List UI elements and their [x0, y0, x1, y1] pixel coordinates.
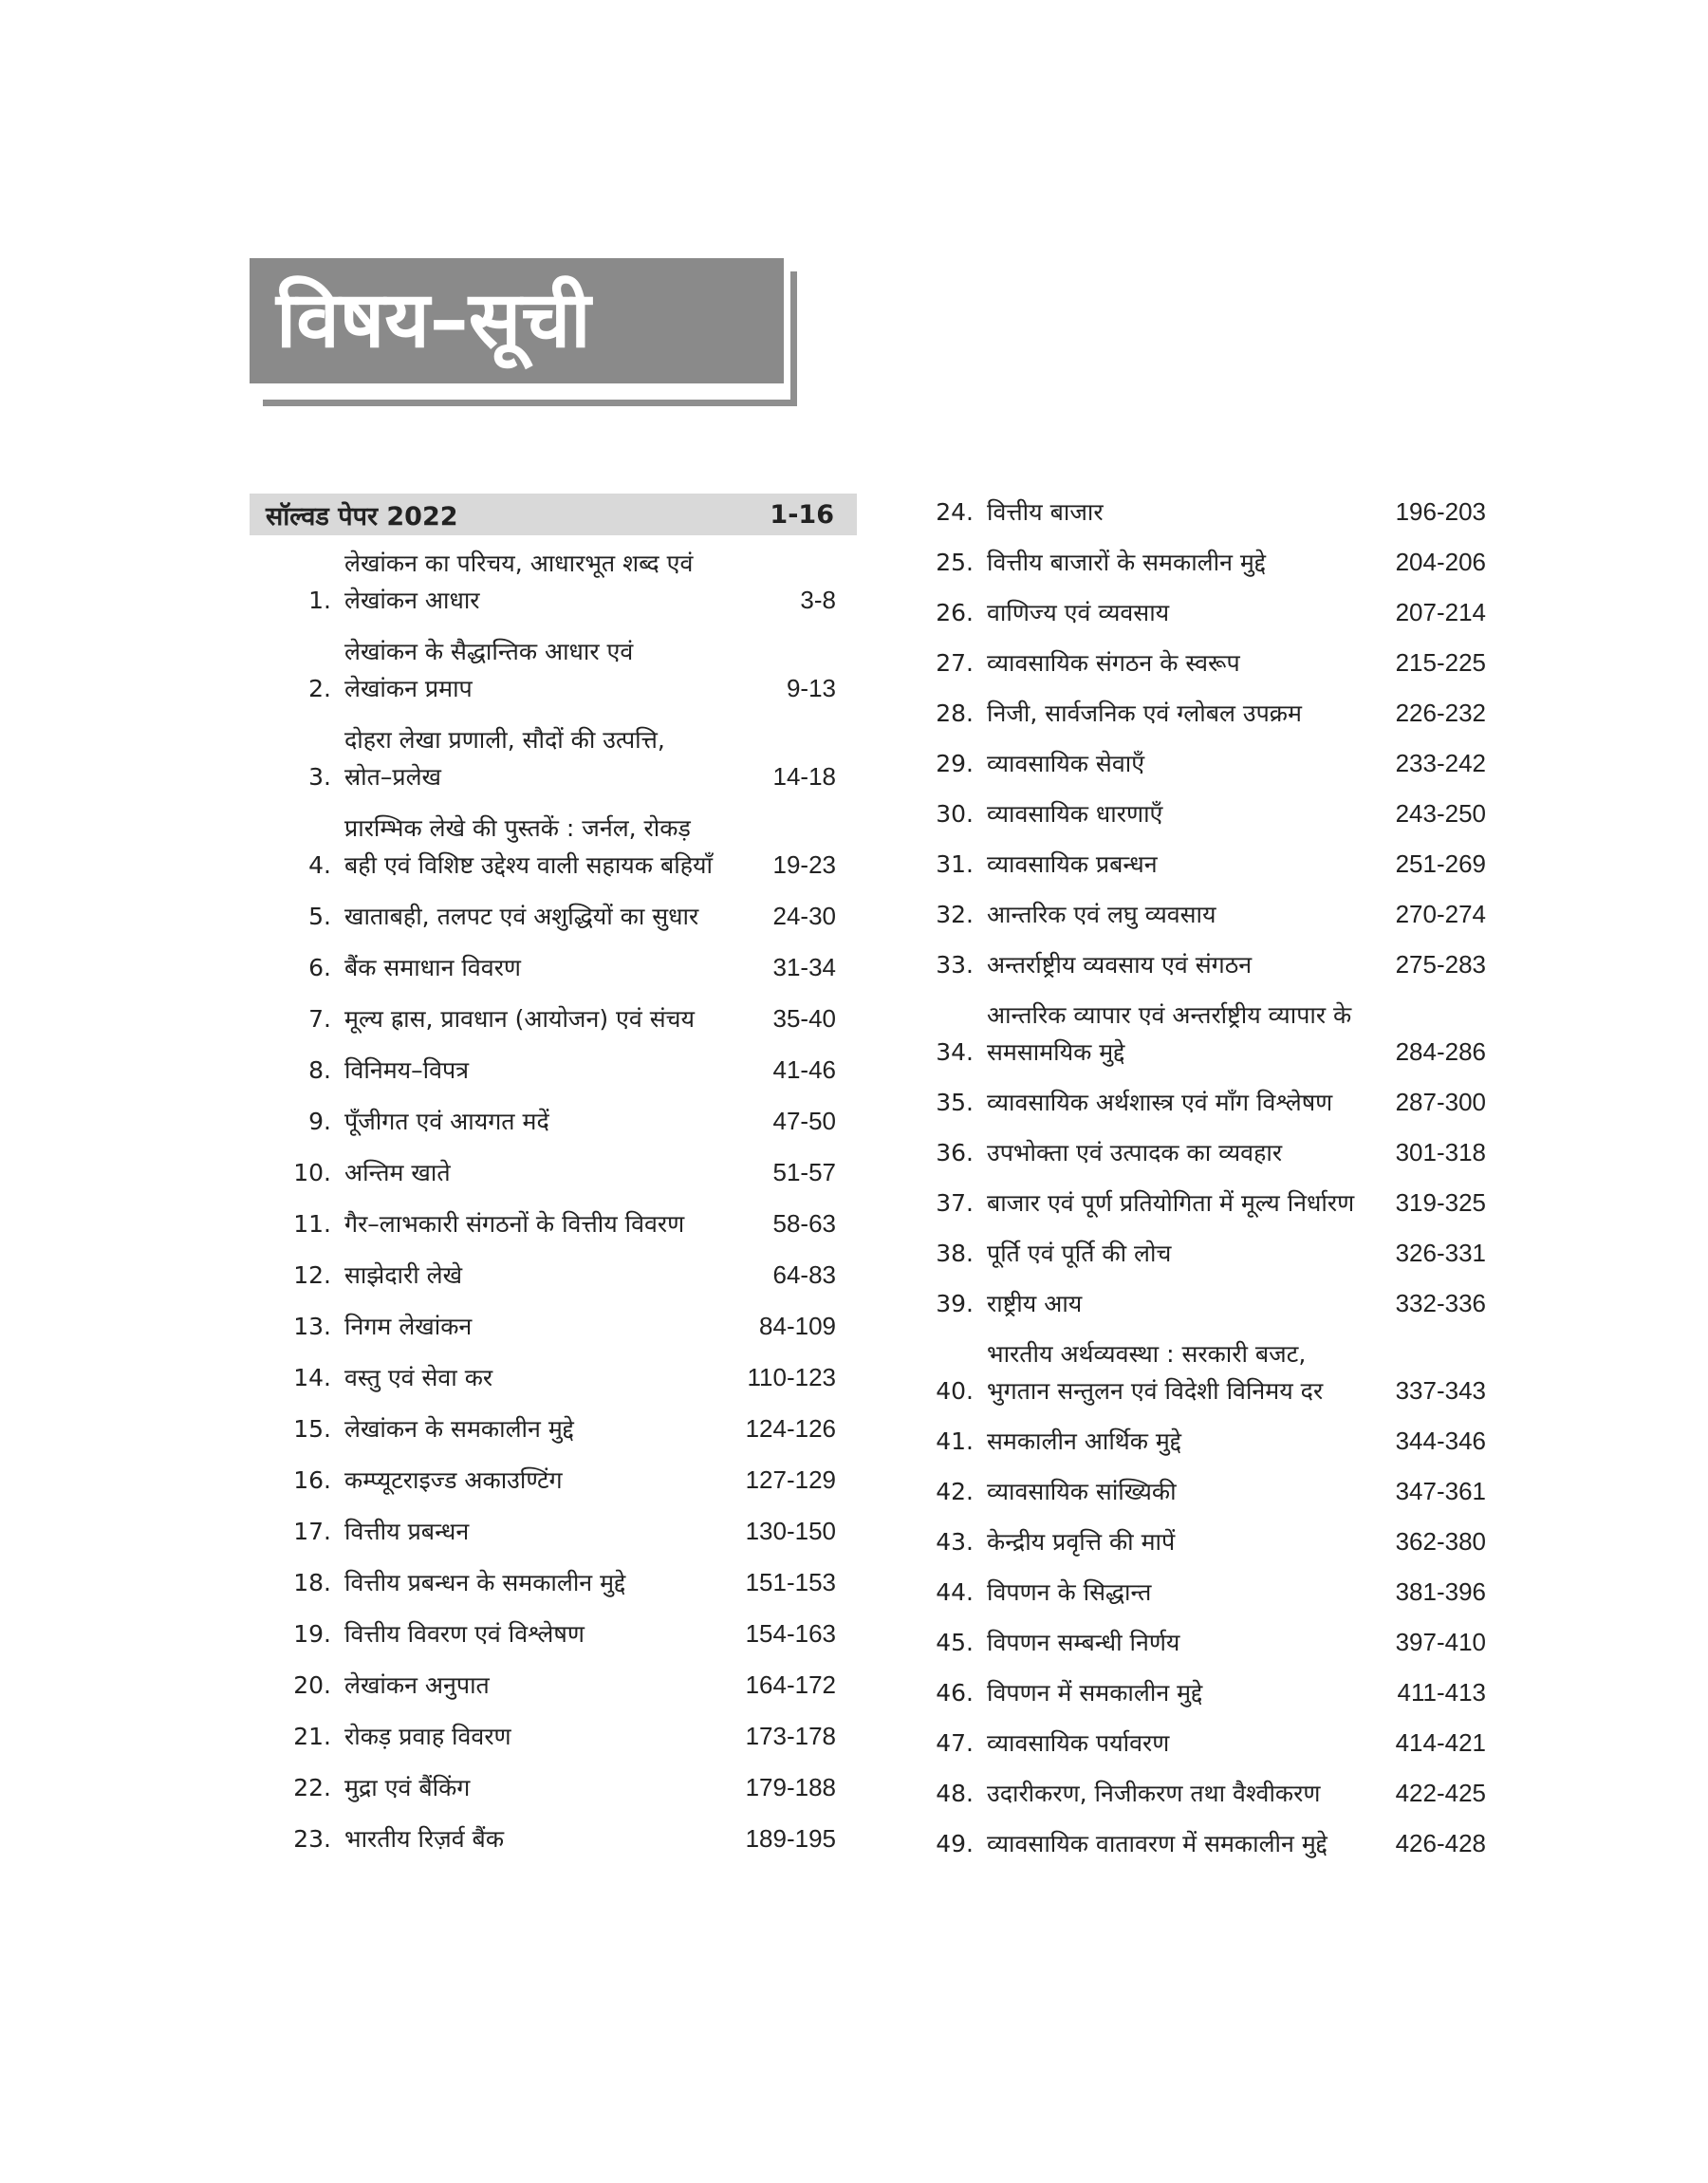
toc-entry-number: 27.	[936, 649, 974, 677]
toc-entry-number: 45.	[936, 1629, 974, 1656]
toc-entry-title: दोहरा लेखा प्रणाली, सौदों की उत्पत्ति, स्रोत–प्रलेख	[344, 726, 665, 791]
toc-entry-number: 47.	[936, 1729, 974, 1757]
toc-entry-pages: 319-325	[1395, 1188, 1486, 1217]
toc-entry-number: 44.	[936, 1578, 974, 1606]
toc-entry[interactable]	[250, 1308, 857, 1345]
toc-entry-title: पूँजीगत एवं आयगत मदें	[344, 1108, 549, 1135]
toc-entry-pages: 215-225	[1395, 648, 1486, 677]
toc-entry-pages: 207-214	[1395, 598, 1486, 626]
toc-entry-pages: 47-50	[772, 1107, 836, 1135]
toc-right-column	[911, 494, 1486, 1875]
toc-entry-title: राष्ट्रीय आय	[987, 1290, 1083, 1317]
toc-entry[interactable]	[250, 1718, 857, 1755]
toc-entry[interactable]	[911, 544, 1486, 581]
toc-entry[interactable]	[911, 1423, 1486, 1460]
toc-entry-pages: 173-178	[745, 1722, 836, 1750]
toc-entry-number: 42.	[936, 1478, 974, 1505]
toc-entry-number: 4.	[308, 851, 331, 879]
toc-entry[interactable]	[250, 1462, 857, 1499]
solved-paper-label: सॉल्वड पेपर 2022	[266, 501, 458, 532]
toc-entry-number: 40.	[936, 1377, 974, 1405]
toc-entry[interactable]	[911, 1285, 1486, 1322]
toc-entry-title: पूर्ति एवं पूर्ति की लोच	[987, 1240, 1172, 1267]
toc-entry-title: बैंक समाधान विवरण	[344, 954, 521, 981]
toc-entry-title: निजी, सार्वजनिक एवं ग्लोबल उपक्रम	[987, 700, 1302, 727]
toc-entry-number: 26.	[936, 599, 974, 626]
toc-entry[interactable]	[911, 1725, 1486, 1762]
toc-entry[interactable]	[250, 1103, 857, 1140]
toc-entry-title: गैर–लाभकारी संगठनों के वित्तीय विवरण	[344, 1210, 685, 1238]
toc-entry-pages: 326-331	[1395, 1239, 1486, 1267]
toc-entry-title: अन्तिम खाते	[344, 1159, 451, 1186]
toc-entry[interactable]	[911, 745, 1486, 782]
toc-entry-pages: 164-172	[745, 1670, 836, 1699]
toc-entry-pages: 179-188	[745, 1773, 836, 1801]
toc-entry-number: 38.	[936, 1240, 974, 1267]
solved-paper-pages: 1-16	[770, 499, 834, 530]
toc-entry[interactable]	[250, 1257, 857, 1294]
toc-entry-title: भारतीय अर्थव्यवस्था : सरकारी बजट, भुगतान सन्तुलन एवं विदेशी विनिमय दर	[987, 1340, 1324, 1405]
toc-entry-pages: 426-428	[1395, 1829, 1486, 1857]
toc-entry-number: 34.	[936, 1038, 974, 1066]
toc-entry-number: 41.	[936, 1427, 974, 1455]
toc-entry[interactable]	[911, 795, 1486, 832]
toc-entry-number: 28.	[936, 700, 974, 727]
toc-entry[interactable]	[250, 1052, 857, 1089]
toc-entry[interactable]	[250, 1359, 857, 1396]
toc-entry-number: 23.	[293, 1825, 331, 1853]
toc-entry-title: लेखांकन के सैद्धान्तिक आधार एवं लेखांकन प्रमाप	[344, 638, 634, 702]
toc-entry-pages: 31-34	[772, 953, 836, 981]
toc-entry-title: विपणन में समकालीन मुद्दे	[987, 1679, 1203, 1707]
toc-entry[interactable]	[911, 1624, 1486, 1661]
toc-entry-title: आन्तरिक एवं लघु व्यवसाय	[987, 901, 1216, 928]
toc-entry[interactable]	[911, 644, 1486, 681]
toc-entry[interactable]	[911, 1574, 1486, 1611]
toc-entry[interactable]	[250, 1000, 857, 1037]
toc-entry-pages: 347-361	[1395, 1477, 1486, 1505]
toc-entry-title: विनिमय–विपत्र	[344, 1056, 470, 1084]
toc-entry-title: वित्तीय विवरण एवं विश्लेषण	[344, 1620, 585, 1648]
toc-entry-pages: 41-46	[772, 1055, 836, 1084]
toc-entry-pages: 381-396	[1395, 1577, 1486, 1606]
toc-entry-pages: 344-346	[1395, 1427, 1486, 1455]
toc-entry[interactable]	[911, 946, 1486, 983]
toc-entry-pages: 287-300	[1395, 1088, 1486, 1116]
toc-entry-number: 11.	[293, 1210, 331, 1238]
toc-entry-pages: 275-283	[1395, 950, 1486, 979]
toc-entry-title: मुद्रा एवं बैंकिंग	[344, 1774, 471, 1801]
toc-entry-number: 35.	[936, 1089, 974, 1116]
toc-entry-title: लेखांकन अनुपात	[344, 1671, 490, 1699]
toc-entry-pages: 422-425	[1395, 1779, 1486, 1807]
toc-entry-pages: 130-150	[745, 1517, 836, 1545]
toc-entry-title: व्यावसायिक वातावरण में समकालीन मुद्दे	[987, 1830, 1327, 1857]
toc-entry-number: 10.	[293, 1159, 331, 1186]
toc-entry-pages: 154-163	[745, 1619, 836, 1648]
toc-entry-title: अन्तर्राष्ट्रीय व्यवसाय एवं संगठन	[987, 951, 1253, 979]
toc-entry-title: व्यावसायिक धारणाएँ	[987, 800, 1163, 828]
toc-entry-title: केन्द्रीय प्रवृत्ति की मापें	[987, 1528, 1176, 1556]
toc-entry[interactable]	[911, 1523, 1486, 1560]
toc-entry-number: 20.	[293, 1671, 331, 1699]
toc-entry-title: मूल्य ह्रास, प्रावधान (आयोजन) एवं संचय	[344, 1005, 695, 1033]
toc-entry-number: 46.	[936, 1679, 974, 1707]
toc-entry-number: 21.	[293, 1723, 331, 1750]
toc-entry-title: वित्तीय बाजारों के समकालीन मुद्दे	[987, 549, 1266, 576]
toc-entry-pages: 397-410	[1395, 1628, 1486, 1656]
toc-entry-number: 39.	[936, 1290, 974, 1317]
toc-entry[interactable]	[250, 721, 857, 795]
toc-entry[interactable]	[250, 1564, 857, 1601]
toc-entry-pages: 19-23	[772, 850, 836, 879]
toc-entry-number: 36.	[936, 1139, 974, 1166]
toc-entry-number: 16.	[293, 1466, 331, 1494]
toc-entry-number: 7.	[308, 1005, 331, 1033]
toc-entry-number: 2.	[308, 675, 331, 702]
toc-entry[interactable]	[250, 1513, 857, 1550]
toc-entry-title: समकालीन आर्थिक मुद्दे	[987, 1427, 1181, 1455]
title-banner	[250, 258, 784, 383]
toc-entry-number: 13.	[293, 1313, 331, 1340]
toc-entry[interactable]	[250, 949, 857, 986]
toc-entry-number: 8.	[308, 1056, 331, 1084]
toc-entry[interactable]	[911, 997, 1486, 1071]
toc-entry-pages: 301-318	[1395, 1138, 1486, 1166]
toc-entry-pages: 337-343	[1395, 1376, 1486, 1405]
toc-entry-pages: 284-286	[1395, 1037, 1486, 1066]
toc-entry[interactable]	[911, 1825, 1486, 1862]
toc-entry-title: लेखांकन का परिचय, आधारभूत शब्द एवं लेखांकन आधार	[344, 550, 694, 614]
solved-paper-row[interactable]	[250, 494, 857, 535]
toc-entry-number: 25.	[936, 549, 974, 576]
toc-entry-number: 49.	[936, 1830, 974, 1857]
toc-entry-title: वित्तीय प्रबन्धन के समकालीन मुद्दे	[344, 1569, 626, 1596]
toc-entry[interactable]	[250, 1667, 857, 1704]
toc-entry[interactable]	[911, 594, 1486, 631]
toc-entry-number: 6.	[308, 954, 331, 981]
toc-entry-pages: 24-30	[772, 902, 836, 930]
toc-entry[interactable]	[250, 545, 857, 619]
toc-left-column	[250, 494, 857, 1872]
toc-entry-title: व्यावसायिक सांख्यिकी	[987, 1478, 1177, 1505]
toc-entry-pages: 151-153	[745, 1568, 836, 1596]
toc-entry[interactable]	[911, 1674, 1486, 1711]
toc-entry[interactable]	[911, 1235, 1486, 1272]
toc-entry[interactable]	[250, 898, 857, 935]
toc-entry-number: 30.	[936, 800, 974, 828]
toc-entry-number: 15.	[293, 1415, 331, 1443]
toc-entry-number: 18.	[293, 1569, 331, 1596]
toc-entry-number: 31.	[936, 850, 974, 878]
toc-entry-number: 33.	[936, 951, 974, 979]
toc-entry-pages: 84-109	[759, 1312, 836, 1340]
toc-entry-pages: 414-421	[1395, 1728, 1486, 1757]
toc-entry[interactable]	[911, 494, 1486, 531]
toc-entry-pages: 189-195	[745, 1824, 836, 1853]
toc-entry-number: 3.	[308, 763, 331, 791]
toc-entry-title: आन्तरिक व्यापार एवं अन्तर्राष्ट्रीय व्यापार के समसामयिक मुद्दे	[987, 1001, 1352, 1066]
toc-entry-number: 5.	[308, 903, 331, 930]
toc-entry-number: 32.	[936, 901, 974, 928]
toc-entry[interactable]	[250, 810, 857, 884]
toc-entry[interactable]	[250, 1615, 857, 1652]
toc-entry-number: 29.	[936, 750, 974, 777]
toc-entry-pages: 362-380	[1395, 1527, 1486, 1556]
toc-entry[interactable]	[911, 1185, 1486, 1222]
toc-entry[interactable]	[911, 1134, 1486, 1171]
toc-entry-number: 19.	[293, 1620, 331, 1648]
toc-entry-title: प्रारम्भिक लेखे की पुस्तकें : जर्नल, रोकड़ बही एवं विशिष्ट उद्देश्य वाली सहायक बहियाँ	[344, 814, 713, 879]
toc-entry[interactable]	[250, 1205, 857, 1242]
toc-entry[interactable]	[250, 633, 857, 707]
toc-left-list	[250, 545, 857, 1857]
toc-entry-title: वस्तु एवं सेवा कर	[344, 1364, 493, 1391]
toc-entry-title: व्यावसायिक प्रबन्धन	[987, 850, 1158, 878]
toc-entry-title: वित्तीय बाजार	[987, 498, 1104, 526]
toc-entry-pages: 35-40	[772, 1004, 836, 1033]
toc-entry-title: साझेदारी लेखे	[344, 1261, 463, 1289]
toc-entry-pages: 251-269	[1395, 849, 1486, 878]
toc-entry-number: 22.	[293, 1774, 331, 1801]
toc-entry-title: व्यावसायिक अर्थशास्त्र एवं माँग विश्लेषण	[987, 1089, 1333, 1116]
toc-entry[interactable]	[911, 896, 1486, 933]
toc-entry[interactable]	[250, 1769, 857, 1806]
toc-entry-pages: 3-8	[800, 586, 836, 614]
toc-entry-pages: 124-126	[745, 1414, 836, 1443]
toc-entry-pages: 270-274	[1395, 900, 1486, 928]
toc-entry-number: 9.	[308, 1108, 331, 1135]
toc-entry-pages: 226-232	[1395, 699, 1486, 727]
toc-entry-pages: 204-206	[1395, 548, 1486, 576]
toc-entry-title: कम्प्यूटराइज्ड अकाउण्टिंग	[344, 1466, 563, 1494]
toc-entry-title: उपभोक्ता एवं उत्पादक का व्यवहार	[987, 1139, 1283, 1166]
toc-entry-number: 17.	[293, 1518, 331, 1545]
toc-entry-pages: 196-203	[1395, 497, 1486, 526]
toc-entry-title: रोकड़ प्रवाह विवरण	[344, 1723, 511, 1750]
toc-entry-pages: 127-129	[745, 1465, 836, 1494]
toc-entry-title: लेखांकन के समकालीन मुद्दे	[344, 1415, 574, 1443]
toc-entry-pages: 332-336	[1395, 1289, 1486, 1317]
toc-entry-pages: 14-18	[772, 762, 836, 791]
toc-entry[interactable]	[911, 1335, 1486, 1409]
toc-entry-title: व्यावसायिक संगठन के स्वरूप	[987, 649, 1240, 677]
toc-entry-title: उदारीकरण, निजीकरण तथा वैश्वीकरण	[987, 1780, 1321, 1807]
toc-entry-pages: 110-123	[747, 1363, 836, 1391]
toc-entry[interactable]	[911, 1084, 1486, 1121]
toc-entry-title: विपणन के सिद्धान्त	[987, 1578, 1152, 1606]
toc-entry-pages: 9-13	[786, 674, 836, 702]
toc-entry-title: वित्तीय प्रबन्धन	[344, 1518, 470, 1545]
toc-entry-number: 48.	[936, 1780, 974, 1807]
toc-entry-title: विपणन सम्बन्धी निर्णय	[987, 1629, 1180, 1656]
toc-entry-pages: 64-83	[772, 1260, 836, 1289]
toc-entry[interactable]	[911, 1473, 1486, 1510]
toc-entry-title: व्यावसायिक पर्यावरण	[987, 1729, 1170, 1757]
toc-entry-number: 37.	[936, 1189, 974, 1217]
toc-right-list	[911, 494, 1486, 1862]
toc-entry-title: निगम लेखांकन	[344, 1313, 473, 1340]
toc-entry[interactable]	[911, 1775, 1486, 1812]
toc-entry-title: वाणिज्य एवं व्यवसाय	[987, 599, 1170, 626]
toc-entry-title: भारतीय रिज़र्व बैंक	[344, 1825, 505, 1853]
toc-entry-title: खाताबही, तलपट एवं अशुद्धियों का सुधार	[344, 903, 699, 930]
toc-entry-title: बाजार एवं पूर्ण प्रतियोगिता में मूल्य निर्धारण	[987, 1189, 1355, 1217]
toc-entry-pages: 411-413	[1397, 1678, 1486, 1707]
toc-entry[interactable]	[250, 1410, 857, 1447]
toc-entry[interactable]	[250, 1820, 857, 1857]
toc-entry-pages: 243-250	[1395, 799, 1486, 828]
toc-entry-title: व्यावसायिक सेवाएँ	[987, 750, 1145, 777]
toc-entry[interactable]	[911, 846, 1486, 883]
toc-entry-number: 12.	[293, 1261, 331, 1289]
toc-entry-number: 14.	[293, 1364, 331, 1391]
toc-entry-number: 1.	[308, 587, 331, 614]
toc-entry[interactable]	[250, 1154, 857, 1191]
toc-entry-pages: 51-57	[772, 1158, 836, 1186]
toc-entry[interactable]	[911, 695, 1486, 732]
page-title: विषय–सूची	[276, 275, 591, 365]
toc-entry-number: 43.	[936, 1528, 974, 1556]
toc-entry-number: 24.	[936, 498, 974, 526]
toc-entry-pages: 58-63	[772, 1209, 836, 1238]
title-box	[250, 258, 784, 383]
toc-entry-pages: 233-242	[1395, 749, 1486, 777]
